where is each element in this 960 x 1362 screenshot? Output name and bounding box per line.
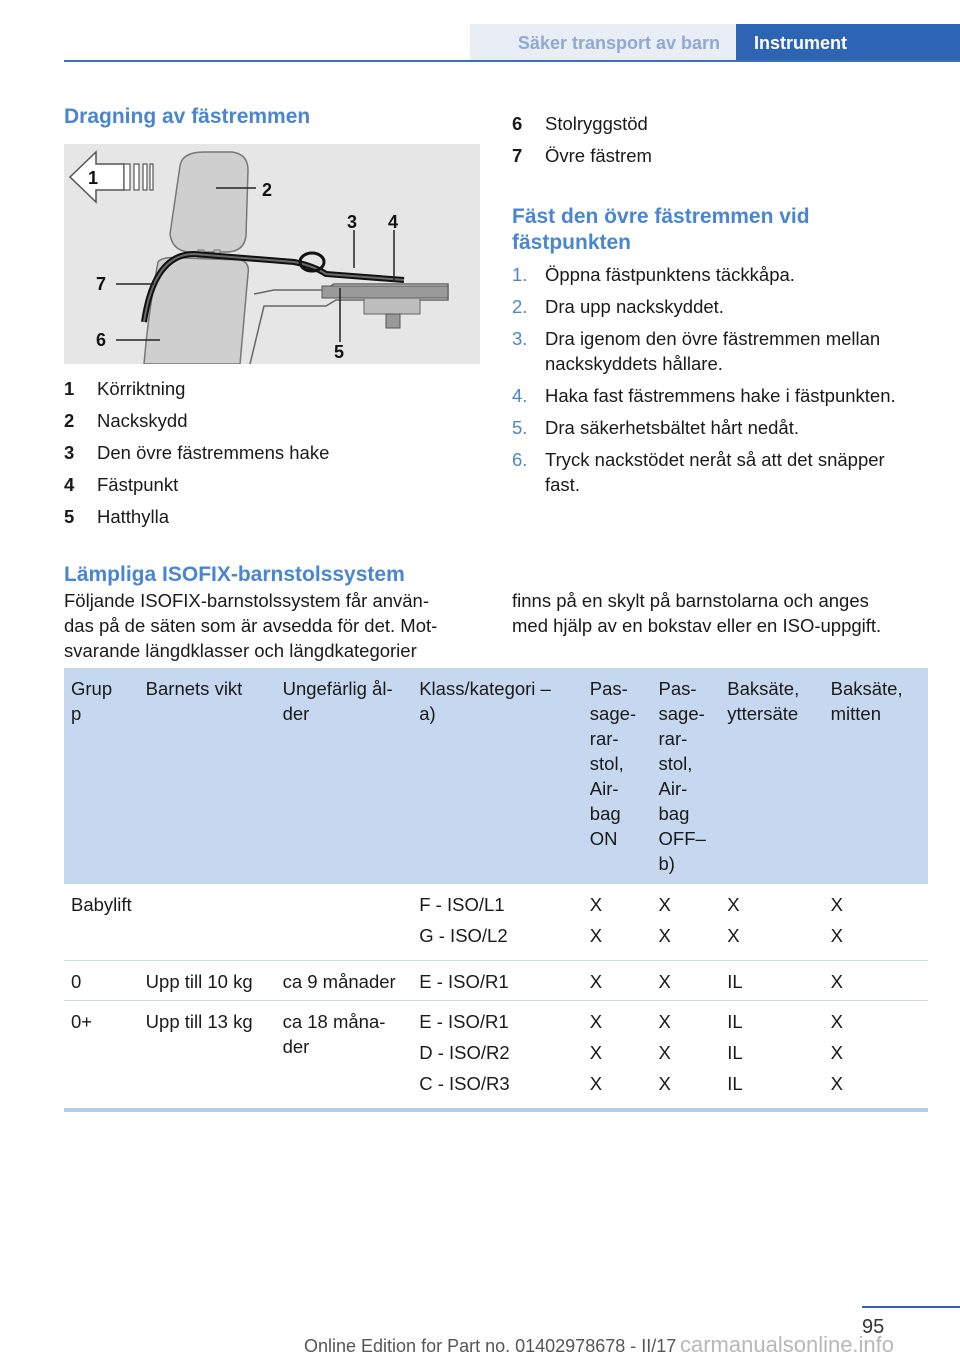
- legend-item: 4 Fästpunkt: [64, 474, 179, 495]
- isofix-intro-right: finns på en skylt på barnstolarna och anges med hjälp av en bokstav eller en ISO-uppgift.: [512, 590, 882, 636]
- col-header-age: Ungefärlig ål‐ der: [276, 668, 413, 884]
- cell-group: Babylift: [64, 884, 139, 961]
- legend-item: 5 Hatthylla: [64, 506, 169, 527]
- cell-rear-middle: X: [824, 961, 928, 1001]
- col-header-weight: Barnets vikt: [139, 668, 276, 884]
- col-header-group: Grup p: [64, 668, 139, 884]
- table-row: [64, 1001, 928, 1111]
- isofix-table: [64, 668, 928, 1112]
- steps-list: [512, 262, 932, 497]
- col-header-airbag-off: Pas‐ sage‐ rar‐ stol, Air‐ bag OFF– b): [652, 668, 721, 884]
- cell-airbag-on: X X X: [583, 1001, 652, 1111]
- section-title-isofix: Lämpliga ISOFIX-barnstolssystem: [64, 563, 405, 586]
- col-header-class: Klass/kategori – a): [412, 668, 583, 884]
- table-row: [64, 961, 928, 1001]
- illustration-svg: [64, 144, 480, 364]
- edition-footer: Online Edition for Part no. 01402978678 - II/17: [304, 1336, 677, 1356]
- figure-label-3: 3: [347, 212, 358, 232]
- watermark: carmanualsonline.info: [680, 1332, 895, 1357]
- header-divider: [64, 60, 960, 62]
- page-number-divider: [862, 1306, 960, 1308]
- cell-group: 0: [64, 961, 139, 1001]
- step-item: 4. Haka fast fästremmens hake i fästpunkten.: [512, 385, 896, 406]
- cell-airbag-off: X X X: [652, 1001, 721, 1111]
- headrest-shape: [170, 152, 248, 252]
- step-item: 5. Dra säkerhetsbältet hårt nedåt.: [512, 417, 800, 438]
- cell-weight: Upp till 10 kg: [139, 961, 276, 1001]
- figure-label-5: 5: [334, 342, 345, 362]
- isofix-intro-left: Följande ISOFIX-barnstolssystem får använ‐ das på de säten som är avsedda för det. Mot‐ svarande längdklasser och längdkategorier: [64, 590, 438, 661]
- section-title-strap-routing: Dragning av fästremmen: [64, 105, 311, 128]
- step-item: 2. Dra upp nackskyddet.: [512, 296, 724, 317]
- cell-rear-outer: IL: [720, 961, 823, 1001]
- cell-airbag-on: X: [583, 961, 652, 1001]
- cell-age: ca 18 måna‐ der: [276, 1001, 413, 1111]
- table-row: [64, 884, 928, 961]
- legend-item: 1 Körriktning: [64, 378, 186, 399]
- step-item: 6. Tryck nackstödet neråt så att det snäpper fast.: [512, 449, 885, 495]
- col-header-rear-middle: Baksäte, mitten: [824, 668, 928, 884]
- cell-class: E - ISO/R1 D - ISO/R2 C - ISO/R3: [412, 1001, 583, 1111]
- cell-airbag-off: X: [652, 961, 721, 1001]
- figure-label-6: 6: [96, 330, 107, 350]
- step-item: 3. Dra igenom den övre fästremmen mellan nackskyddets hållare.: [512, 328, 881, 374]
- cell-class: E - ISO/R1: [412, 961, 583, 1001]
- cell-weight: Upp till 13 kg: [139, 1001, 276, 1111]
- figure-label-1: 1: [88, 168, 99, 188]
- cell-weight: [139, 884, 276, 961]
- strap-routing-illustration: [64, 144, 480, 364]
- cell-rear-middle: X X X: [824, 1001, 928, 1111]
- table-header-row: [64, 668, 928, 884]
- legend-item: 3 Den övre fästremmens hake: [64, 442, 330, 463]
- cell-rear-outer: IL IL IL: [720, 1001, 823, 1111]
- step-item: 1. Öppna fästpunktens täckkåpa.: [512, 264, 795, 285]
- legend-item: 7 Övre fästrem: [512, 145, 652, 166]
- col-header-airbag-on: Pas‐ sage‐ rar‐ stol, Air‐ bag ON: [583, 668, 652, 884]
- page-number: 95: [862, 1316, 885, 1338]
- cell-age: [276, 884, 413, 961]
- legend-item: 6 Stolryggstöd: [512, 113, 648, 134]
- cell-rear-outer: X X: [720, 884, 823, 961]
- figure-legend-left: [64, 373, 474, 533]
- cell-rear-middle: X X: [824, 884, 928, 961]
- figure-label-7: 7: [96, 274, 107, 294]
- section-tab[interactable]: Instrument: [736, 24, 960, 62]
- figure-label-4: 4: [388, 212, 399, 232]
- cell-class: F - ISO/L1 G - ISO/L2: [412, 884, 583, 961]
- cell-age: ca 9 månader: [276, 961, 413, 1001]
- section-title-attach-strap: Fäst den övre fästremmen vid fästpunkten: [512, 205, 810, 254]
- col-header-rear-outer: Baksäte, yttersäte: [720, 668, 823, 884]
- figure-legend-right: [512, 108, 922, 172]
- cell-airbag-on: X X: [583, 884, 652, 961]
- breadcrumb[interactable]: Säker transport av barn: [470, 24, 736, 62]
- cell-airbag-off: X X: [652, 884, 721, 961]
- figure-label-2: 2: [262, 180, 273, 200]
- legend-item: 2 Nackskydd: [64, 410, 188, 431]
- cell-group: 0+: [64, 1001, 139, 1111]
